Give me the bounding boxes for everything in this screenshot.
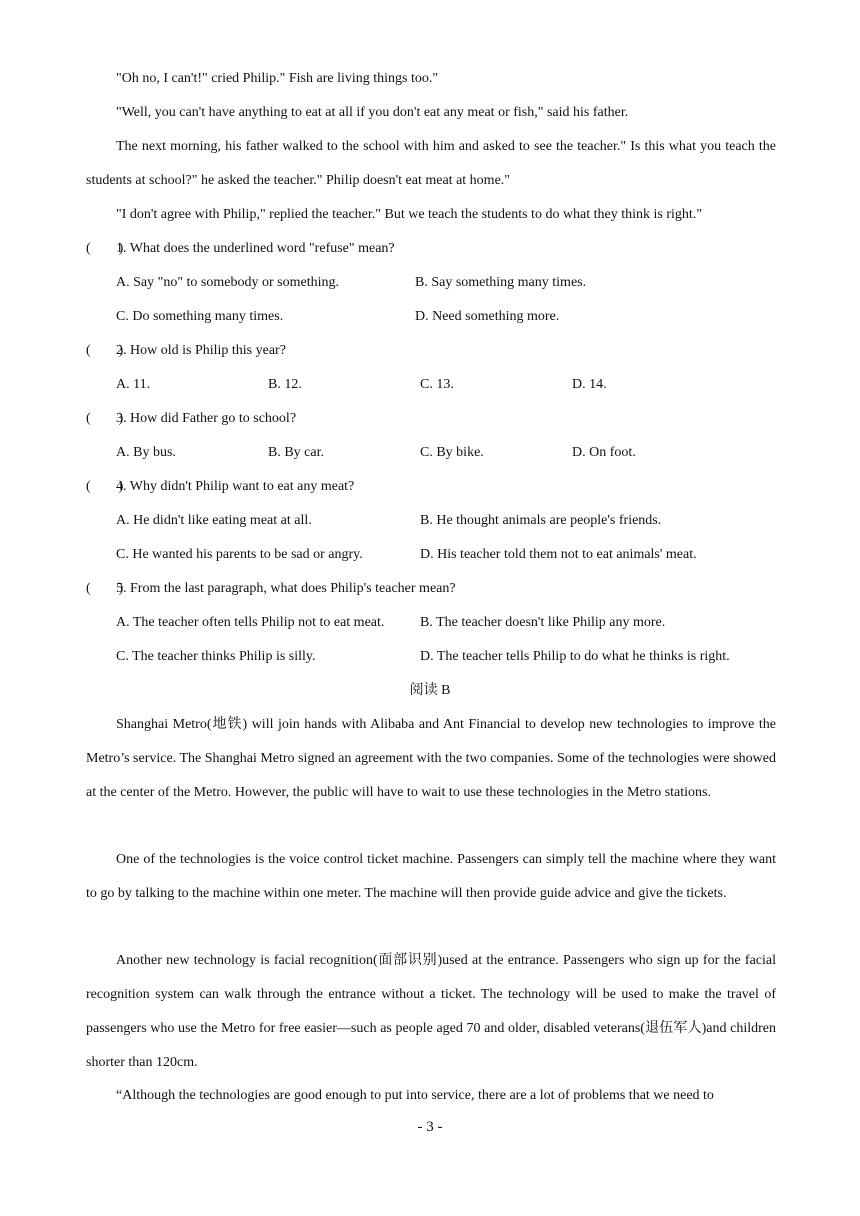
answer-bracket[interactable]: ( )	[86, 343, 124, 358]
option-a: A. 11.	[116, 377, 151, 392]
passage-paragraph-2: One of the technologies is the voice control ticket machine. Passengers can simply tell the machine where they want to go by talking to the machine within one meter. The machine will then provide guide advice and give the tickets.	[86, 852, 776, 901]
story-paragraph-4: "I don't agree with Philip," replied the teacher." But we teach the students to do what they think is right."	[116, 207, 703, 222]
passage-paragraph-1: Shanghai Metro(地铁) will join hands with Alibaba and Ant Financial to develop new technologies to improve the Metro’s service. The Shanghai Metro signed an agreement with the two companies. Some of the technologies were showed at the center of the Metro. However, the public will have to wait to use these technologies in the Metro stations.	[86, 717, 776, 800]
option-c: C. He wanted his parents to be sad or angry.	[116, 547, 363, 562]
answer-bracket[interactable]: ( )	[86, 581, 124, 596]
option-a: A. The teacher often tells Philip not to eat meat.	[116, 615, 385, 630]
question-3	[86, 402, 776, 436]
answer-bracket[interactable]: ( )	[86, 479, 124, 494]
question-text: 3. How did Father go to school?	[116, 411, 297, 426]
option-d: D. On foot.	[572, 445, 636, 460]
option-d: D. 14.	[572, 377, 607, 392]
option-d: D. The teacher tells Philip to do what he thinks is right.	[420, 649, 730, 664]
answer-bracket[interactable]: ( )	[86, 411, 124, 426]
question-text: 5. From the last paragraph, what does Philip's teacher mean?	[116, 581, 456, 596]
option-a: A. He didn't like eating meat at all.	[116, 513, 312, 528]
passage-paragraph-4: “Although the technologies are good enough to put into service, there are a lot of problems that we need to	[116, 1088, 714, 1103]
option-c: C. By bike.	[420, 445, 484, 460]
option-b: B. He thought animals are people's friends.	[420, 513, 662, 528]
option-b: B. 12.	[268, 377, 302, 392]
option-a: A. By bus.	[116, 445, 176, 460]
option-b: B. By car.	[268, 445, 324, 460]
story-paragraph-3: The next morning, his father walked to the school with him and asked to see the teacher." Is this what you teach the students at school?" he asked the teacher." Philip doesn't eat meat at home."	[86, 139, 776, 188]
option-b: B. The teacher doesn't like Philip any more.	[420, 615, 666, 630]
story-paragraph-1: "Oh no, I can't!" cried Philip." Fish are living things too."	[116, 71, 439, 86]
option-d: D. Need something more.	[415, 309, 560, 324]
option-c: C. Do something many times.	[116, 309, 284, 324]
question-text: 1. What does the underlined word "refuse" mean?	[116, 241, 395, 256]
question-text: 2. How old is Philip this year?	[116, 343, 286, 358]
option-c: C. 13.	[420, 377, 454, 392]
question-5	[86, 572, 776, 606]
option-c: C. The teacher thinks Philip is silly.	[116, 649, 316, 664]
passage-paragraph-3: Another new technology is facial recognition(面部识别)used at the entrance. Passengers who sign up for the facial recognition system can walk through the entrance without a ticket. The technology will be used to make the travel of passengers who use the Metro for free easier—such as people aged 70 and older, disabled veterans(退伍军人)and children shorter than 120cm.	[86, 953, 776, 1070]
section-title: 阅读 B	[409, 683, 451, 698]
question-text: 4. Why didn't Philip want to eat any meat?	[116, 479, 355, 494]
option-a: A. Say "no" to somebody or something.	[116, 275, 339, 290]
page-number: - 3 -	[417, 1119, 443, 1135]
option-b: B. Say something many times.	[415, 275, 587, 290]
question-2	[86, 334, 776, 368]
question-1	[86, 232, 776, 266]
option-d: D. His teacher told them not to eat animals' meat.	[420, 547, 697, 562]
story-paragraph-2: "Well, you can't have anything to eat at all if you don't eat any meat or fish," said his father.	[116, 105, 629, 120]
answer-bracket[interactable]: ( )	[86, 241, 124, 256]
question-4	[86, 470, 776, 504]
